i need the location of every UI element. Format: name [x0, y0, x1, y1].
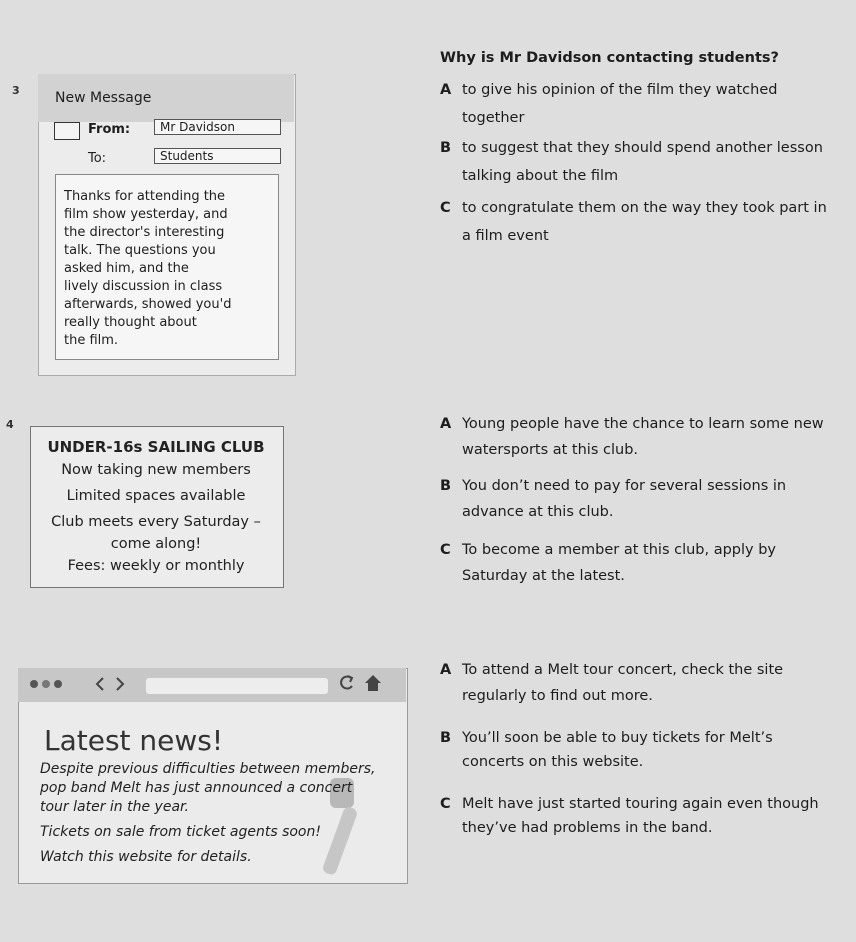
- q4-option-c-cont: Saturday at the latest.: [462, 568, 625, 584]
- message-title: New Message: [55, 90, 152, 106]
- notice-line: come along!: [110, 536, 202, 552]
- q5-option-b: [440, 728, 773, 748]
- option-letter: A: [440, 82, 452, 98]
- option-text: Melt have just started touring again even though: [462, 796, 819, 812]
- to-field: Students: [154, 148, 281, 164]
- q3-option-c-cont: a film event: [462, 228, 549, 244]
- q5-option-a: [440, 660, 783, 680]
- option-text: You’ll soon be able to buy tickets for Melt’s: [462, 730, 773, 746]
- news-line: Tickets on sale from ticket agents soon!: [40, 824, 321, 840]
- q5-option-b-cont: concerts on this website.: [462, 754, 644, 770]
- q4-option-c: [440, 540, 776, 560]
- url-bar[interactable]: [146, 678, 328, 694]
- option-letter: B: [440, 140, 452, 156]
- news-line: pop band Melt has just announced a concert: [40, 780, 353, 796]
- q3-option-a: [440, 80, 777, 100]
- from-label: From:: [88, 122, 131, 137]
- q5-option-c: [440, 794, 819, 814]
- option-letter: B: [440, 478, 452, 494]
- option-text: You don’t need to pay for several sessions in: [462, 478, 787, 494]
- news-line: Watch this website for details.: [40, 849, 252, 865]
- q3-option-b-cont: talking about the film: [462, 168, 619, 184]
- option-text: to congratulate them on the way they took part in: [462, 200, 827, 216]
- option-text: Young people have the chance to learn some new: [462, 416, 824, 432]
- q3-option-a-cont: together: [462, 110, 525, 126]
- notice-line: Limited spaces available: [66, 488, 246, 504]
- q4-option-a-cont: watersports at this club.: [462, 442, 639, 458]
- window-dots-icon: [26, 674, 146, 694]
- option-letter: B: [440, 730, 452, 746]
- q3-option-c: [440, 198, 827, 218]
- forward-arrow-icon[interactable]: [112, 674, 128, 694]
- option-text: to suggest that they should spend another lesson: [462, 140, 823, 156]
- notice-line: Fees: weekly or monthly: [67, 558, 245, 574]
- refresh-icon[interactable]: [336, 672, 356, 694]
- news-title: Latest news!: [44, 724, 224, 757]
- notice-line: Now taking new members: [61, 462, 251, 478]
- option-letter: C: [440, 200, 451, 216]
- option-letter: A: [440, 416, 452, 432]
- back-arrow-icon[interactable]: [92, 674, 108, 694]
- option-text: To become a member at this club, apply by: [462, 542, 777, 558]
- q4-option-b-cont: advance at this club.: [462, 504, 614, 520]
- question-number-3: 3: [12, 84, 20, 97]
- home-icon[interactable]: [362, 672, 384, 694]
- option-text: To attend a Melt tour concert, check the site: [462, 662, 784, 678]
- news-line: tour later in the year.: [40, 799, 189, 815]
- question-number-4: 4: [6, 418, 14, 431]
- option-text: to give his opinion of the film they watched: [462, 82, 778, 98]
- to-label: To:: [88, 151, 107, 166]
- option-letter: C: [440, 542, 451, 558]
- q4-option-b: [440, 476, 786, 496]
- from-checkbox-icon: [54, 122, 80, 140]
- q5-option-c-cont: they’ve had problems in the band.: [462, 820, 713, 836]
- from-field: Mr Davidson: [154, 119, 281, 135]
- q4-option-a: [440, 414, 824, 434]
- option-letter: C: [440, 796, 451, 812]
- notice-line: Club meets every Saturday –: [51, 514, 261, 530]
- message-body: Thanks for attending the film show yesterday, and the director's interesting talk. The questions you asked him, and the lively discussion in class afterwards, showed you'd really thought about the film.: [64, 189, 232, 348]
- notice-title: UNDER-16s SAILING CLUB: [47, 438, 265, 456]
- q5-option-a-cont: regularly to find out more.: [462, 688, 653, 704]
- news-body: [40, 760, 380, 867]
- question-3-prompt: Why is Mr Davidson contacting students?: [440, 50, 779, 66]
- news-line: Despite previous difficulties between members,: [40, 761, 376, 777]
- option-letter: A: [440, 662, 452, 678]
- q3-option-b: [440, 138, 823, 158]
